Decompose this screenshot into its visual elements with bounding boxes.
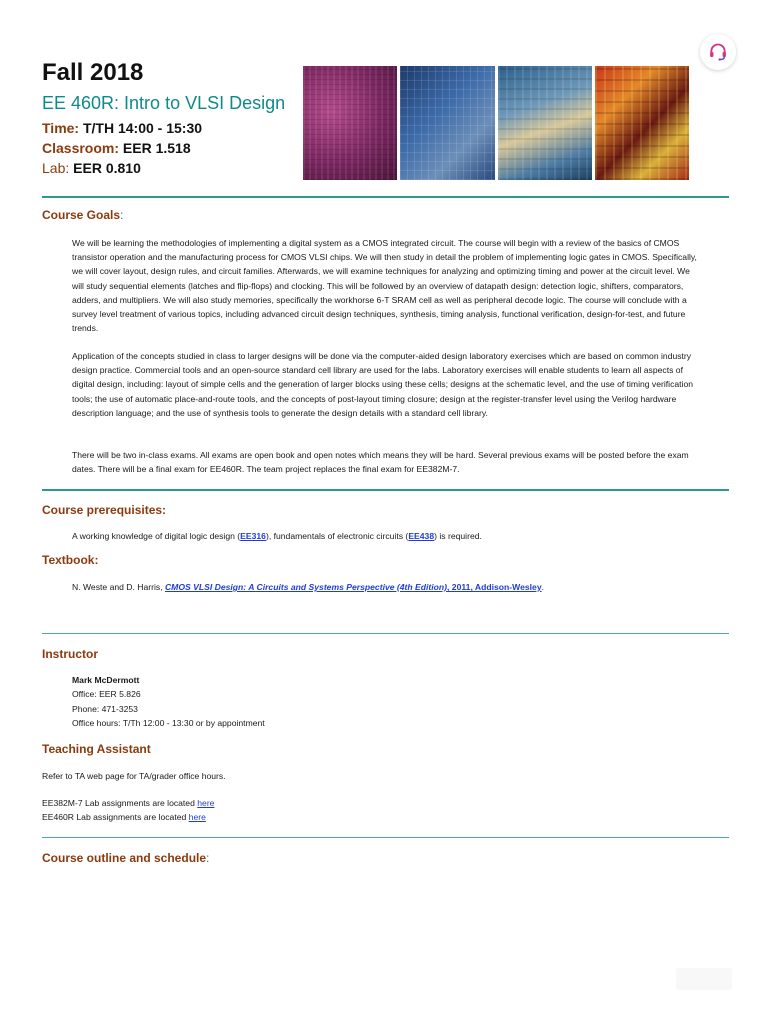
ee460r-lab-line: EE460R Lab assignments are located here — [42, 812, 206, 822]
course-outline-heading: Course outline and schedule: — [42, 851, 210, 865]
faded-widget — [676, 968, 732, 990]
support-button[interactable] — [700, 34, 736, 70]
instructor-phone: Phone: 471-3253 — [72, 704, 138, 714]
ee460r-lab-link[interactable]: here — [188, 812, 206, 822]
publisher-link[interactable]: , 2011, Addison-Wesley — [447, 582, 542, 592]
course-title: EE 460R: Intro to VLSI Design — [42, 93, 286, 113]
classroom-line — [42, 138, 285, 158]
classroom-label: Classroom: — [42, 140, 120, 156]
chip-die-banner — [303, 66, 689, 180]
instructor-office-hours: Office hours: T/Th 12:00 - 13:30 or by appointment — [72, 718, 265, 728]
prerequisites-heading: Course prerequisites: — [42, 503, 167, 517]
prerequisites-text: A working knowledge of digital logic design (EE316), fundamentals of electronic circuits (EE438) is required. — [72, 531, 482, 541]
course-goals-paragraph-3: There will be two in-class exams. All exams are open book and open notes which means they will be hard. Several previous exams will be posted before the exam dates. There will be a final exam for EE460R. The team project replaces the final exam for EE382M-7. — [72, 450, 689, 475]
divider-ta — [42, 837, 729, 838]
instructor-office: Office: EER 5.826 — [72, 689, 141, 699]
ee382m-lab-line: EE382M-7 Lab assignments are located here — [42, 798, 215, 808]
time-label: Time: — [42, 120, 80, 136]
textbook-link[interactable]: CMOS VLSI Design: A Circuits and Systems Perspective (4th Edition) — [164, 582, 448, 592]
course-goals-heading: Course Goals: — [42, 208, 124, 222]
time-line — [42, 118, 285, 138]
divider-textbook — [42, 633, 729, 634]
ta-heading: Teaching Assistant — [42, 742, 151, 756]
course-header — [42, 58, 285, 178]
chip-die-image-1 — [303, 66, 397, 180]
course-goals-paragraph-1: We will be learning the methodologies of implementing a digital system as a CMOS integrated circuit. The course will begin with a review of the basics of CMOS transistor operation and the manufacturing process for CMOS VLSI chips. We will then study in detail the problem of implementing logic gates in CMOS. Specifically, we will cover layout, design rules, and circuit families. Afterwards, we will examine techniques for analyzing and optimizing timing and power at the circuit level. We will study sequential elements (latches and flip-flops) and clocking. This will be followed by an overview of datapath design: detection logic, shifters, comparators, adders, and multipliers. We will also study memories, specifically the workhorse 6-T SRAM cell as well as peripheral decode logic. The course will conclude with a survey level treatment of various topics, including advanced circuit design techniques, synthesis, timing analysis, functional verification, design-for-test, and future trends. — [72, 238, 697, 334]
time-value: T/TH 14:00 - 15:30 — [82, 120, 203, 136]
chip-die-image-2 — [400, 66, 494, 180]
textbook-heading: Textbook: — [42, 553, 99, 567]
divider-top — [42, 196, 729, 198]
instructor-heading: Instructor — [42, 647, 99, 661]
ta-note: Refer to TA web page for TA/grader office hours. — [42, 771, 226, 781]
lab-value: EER 0.810 — [73, 160, 141, 176]
ee438-link[interactable]: EE438 — [408, 531, 435, 541]
textbook-citation: N. Weste and D. Harris, CMOS VLSI Design: A Circuits and Systems Perspective (4th Edition), 2011, Addison-Wesley. — [72, 582, 544, 592]
classroom-value: EER 1.518 — [122, 140, 191, 156]
lab-label: Lab: — [42, 160, 70, 176]
divider-goals — [42, 489, 729, 491]
instructor-name: Mark McDermott — [72, 675, 140, 685]
chip-die-image-4 — [595, 66, 689, 180]
lab-line — [42, 158, 285, 178]
chip-die-image-3 — [498, 66, 592, 180]
headset-icon — [708, 42, 728, 62]
ee382m-lab-link[interactable]: here — [197, 798, 215, 808]
course-goals-paragraph-2: Application of the concepts studied in class to larger designs will be done via the computer-aided design laboratory exercises which are based on common industry design practice. Commercial tools and an open-source standard cell library are used for the labs. Laboratory exercises will enable students to learn all aspects of digital design, including: layout of simple cells and the generation of larger blocks using these cells; designs at the schematic level, and the use of timing verification tools; the use of automatic place-and-route tools, and the concepts of post-layout timing closure; design at the register-transfer level using the Verilog hardware description language; and the use of synthesis tools to generate the design details with a standard cell library. — [72, 351, 694, 418]
semester-title: Fall 2018 — [42, 59, 144, 86]
ee316-link[interactable]: EE316 — [240, 531, 266, 541]
